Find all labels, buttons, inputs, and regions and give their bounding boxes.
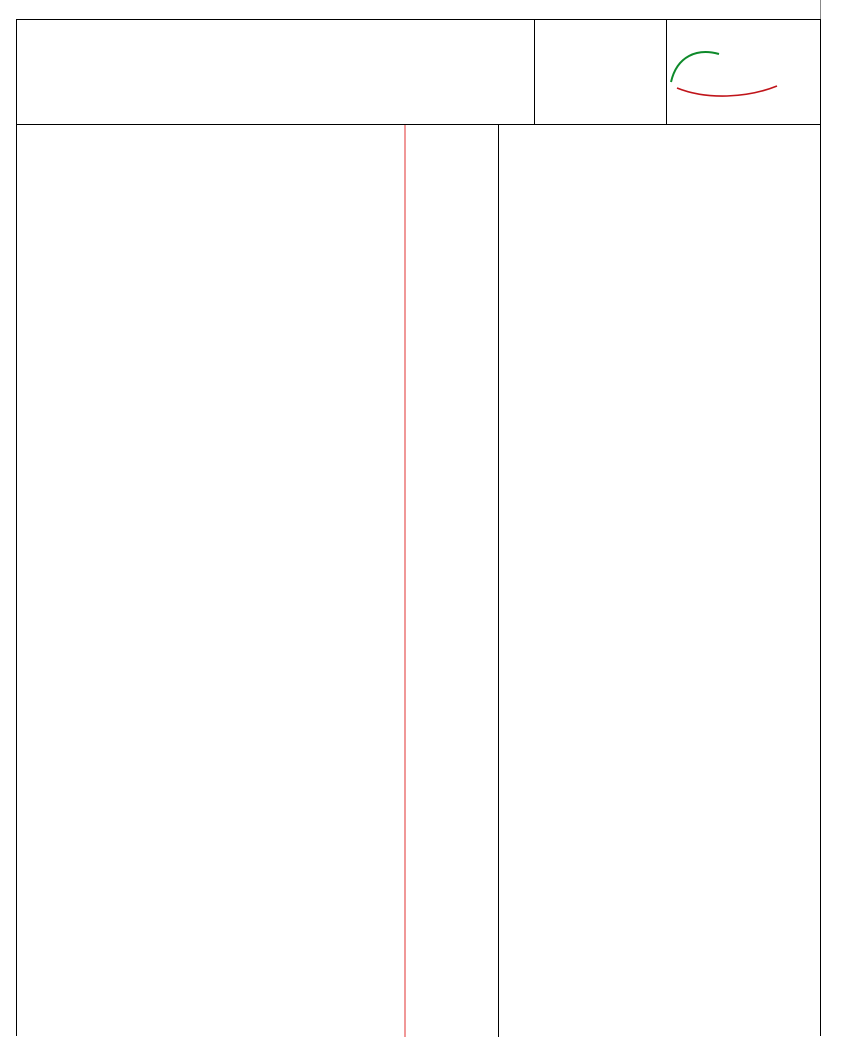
design-preview	[17, 125, 499, 1037]
embroidery-design	[17, 125, 498, 1037]
worksheet-header	[17, 20, 820, 125]
brand-logo	[667, 42, 817, 102]
worksheet	[16, 19, 821, 1036]
design-stats	[534, 20, 667, 124]
